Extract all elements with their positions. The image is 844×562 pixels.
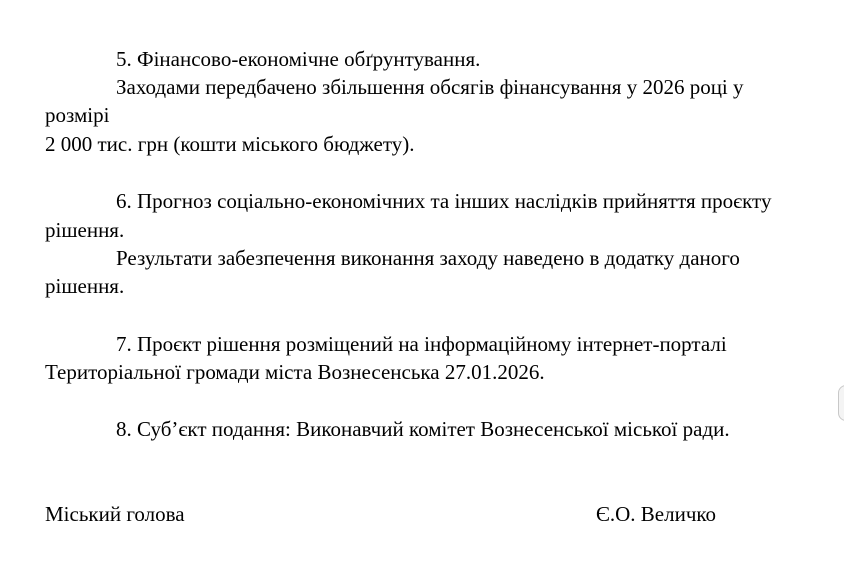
section6-paragraph-line1: Результати забезпечення виконання заходу наведено в додатку даного bbox=[116, 246, 740, 270]
section8-line1: 8. Суб’єкт подання: Виконавчий комітет Вознесенської міської ради. bbox=[116, 417, 730, 441]
signature-name: Є.О. Величко bbox=[596, 502, 717, 526]
section7-line1: 7. Проєкт рішення розміщений на інформаційному інтернет-порталі bbox=[116, 332, 727, 356]
section5-paragraph-line3: 2 000 тис. грн (кошти міського бюджету). bbox=[45, 132, 415, 156]
section5-paragraph-line2: розмірі bbox=[45, 103, 110, 127]
section6-heading-line1: 6. Прогноз соціально-економічних та інших наслідків прийняття проєкту bbox=[116, 189, 772, 213]
section7-line2: Територіальної громади міста Вознесенська 27.01.2026. bbox=[45, 360, 545, 384]
section6-heading-line2: рішення. bbox=[45, 218, 125, 242]
scrollbar-handle[interactable] bbox=[838, 385, 844, 421]
section6-paragraph-line2: рішення. bbox=[45, 274, 125, 298]
section5-paragraph-line1: Заходами передбачено збільшення обсягів фінансування у 2026 році у bbox=[116, 75, 744, 99]
signature-position: Міський голова bbox=[45, 502, 185, 526]
section5-heading: 5. Фінансово-економічне обґрунтування. bbox=[116, 47, 481, 71]
